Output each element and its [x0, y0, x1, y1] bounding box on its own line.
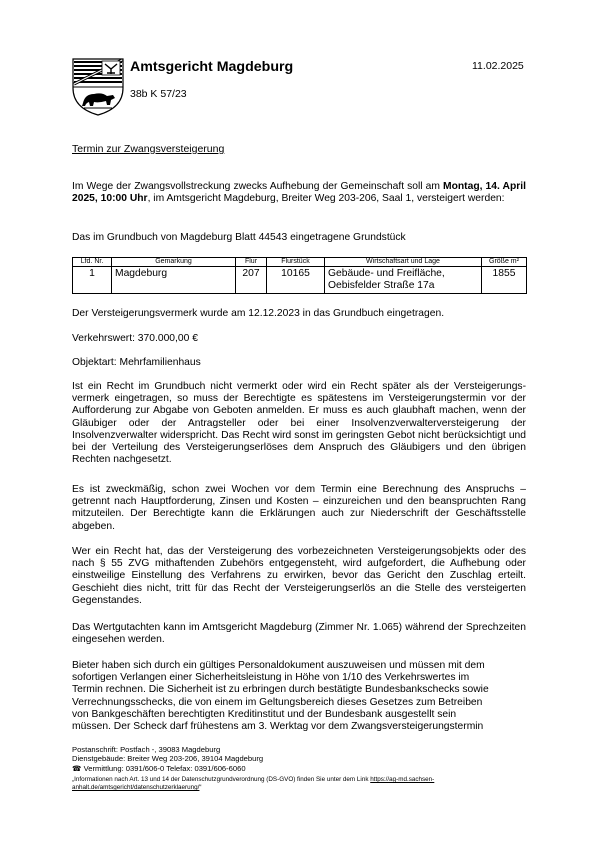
property-table — [72, 257, 527, 294]
col-lage: Wirtschaftsart und Lage — [325, 258, 482, 267]
objektart-line: Objektart: Mehrfamilienhaus — [72, 357, 201, 368]
telephone-icon: ☎ — [72, 763, 82, 773]
privacy-note: „Informationen nach Art. 13 und 14 der Datenschutzgrundverordnung (DS-GVO) finden Sie unter dem Link https://ag-md.sachsen- anhalt.de/amtsgericht/datenschutzerklaerung/“ — [72, 776, 435, 791]
cell-groesse: 1855 — [482, 267, 527, 294]
vermerk-line: Der Versteigerungsvermerk wurde am 12.12.2023 in das Grundbuch eingetragen. — [72, 308, 445, 319]
dienstgebaeude: Dienstgebäude: Breiter Weg 203-206, 39104 Magdeburg — [72, 754, 264, 764]
postanschrift: Postanschrift: Postfach -, 39083 Magdeburg — [72, 745, 221, 754]
cell-flur: 207 — [236, 267, 267, 294]
cell-lfd-nr: 1 — [73, 267, 112, 294]
page-title: Termin zur Zwangsversteigerung — [72, 143, 225, 155]
col-flur: Flur — [236, 258, 267, 267]
coat-of-arms-icon — [72, 58, 124, 116]
document-date: 11.02.2025 — [472, 60, 524, 72]
col-lfd-nr: Lfd. Nr. — [73, 258, 112, 267]
privacy-link[interactable]: https://ag-md.sachsen- — [370, 776, 435, 783]
paragraph-bieter: Bieter haben sich durch ein gültiges Personaldokument auszuweisen und müssen mit dem sofortigen Verlangen einer Sicherheitsleistung in Höhe von 1/10 des Verkehrswertes im Termin rechnen. Die Sicherheit ist zu erbringen durch bestätigte Bundesbankschecks sowie Verrechnungsschecks, die von einem im Geltungsbereich dieses Gesetzes zum Betreiben von Bankgeschäften berechtigten Kreditinstitut und der Bundesbank ausgestellt sein müssen. Der Scheck darf frühestens am 3. Werktag vor dem Zwangsversteigerungstermin — [72, 660, 489, 733]
cell-lage: Gebäude- und Freifläche, Oebisfelder Straße 17a — [325, 267, 482, 294]
paragraph-recht-anmelden: Ist ein Recht im Grundbuch nicht vermerkt oder wird ein Recht später als der Versteigerungs-vermerk eingetragen, so muss der Berechtigte es spätestens im Versteigerungstermin vor der Aufforderung zur Abgabe von Geboten anmelden. Er muss es auch glaubhaft machen, wenn der Gläubiger oder der Antragsteller oder bei einer Insolvenzverwalterversteigerung der Insolvenzverwalter widerspricht. Das Recht wird sonst im geringsten Gebot nicht berücksichtigt und bei der Verteilung des Versteigerungserlöses dem Anspruch des Gläubigers und den übrigen Rechten nachgesetzt. — [72, 381, 526, 466]
cell-flurstueck: 10165 — [267, 267, 325, 294]
court-name: Amtsgericht Magdeburg — [130, 59, 294, 75]
intro-paragraph: Im Wege der Zwangsvollstreckung zwecks Aufhebung der Gemeinschaft soll am Montag, 14. April 2025, 10:00 Uhr, im Amtsgericht Magdeburg, Breiter Weg 203-206, Saal 1, versteigert werden: — [72, 181, 526, 205]
privacy-link-continued[interactable]: anhalt.de/amtsgericht/datenschutzerklaerung/ — [72, 784, 200, 791]
auction-date: Montag, 14. April 2025, 10:00 Uhr — [72, 181, 526, 205]
cell-gemarkung: Magdeburg — [112, 267, 236, 294]
paragraph-berechnung: Es ist zweckmäßig, schon zwei Wochen vor dem Termin eine Berechnung des Anspruchs – getrennt nach Hauptforderung, Zinsen und Kosten – einzureichen und den beanspruchten Rang mitzuteilen. Der Berechtigte kann die Erklärungen auch zur Niederschrift der Geschäftsstelle abgeben. — [72, 484, 526, 532]
case-number: 38b K 57/23 — [130, 88, 187, 100]
col-flurstueck: Flurstück — [267, 258, 325, 267]
col-gemarkung: Gemarkung — [112, 258, 236, 267]
verkehrswert-line: Verkehrswert: 370.000,00 € — [72, 333, 198, 344]
vermittlung: ☎ Vermittlung: 0391/606-0 Telefax: 0391/606-6060 — [72, 763, 246, 773]
footer-address — [72, 745, 263, 773]
paragraph-widerspruch: Wer ein Recht hat, das der Versteigerung des vorbezeichneten Versteigerungsobjekts oder des nach § 55 ZVG mithaftenden Zubehörs entgegensteht, wird aufgefordert, die Aufhebung oder einstweilige Einstellung des Verfahrens zu erwirken, bevor das Gericht den Zuschlag erteilt. Geschieht dies nicht, tritt für das Recht der Versteigerungserlös an die Stelle des versteigerten Gegenstandes. — [72, 546, 526, 606]
paragraph-wertgutachten: Das Wertgutachten kann im Amtsgericht Magdeburg (Zimmer Nr. 1.065) während der Sprechzeiten eingesehen werden. — [72, 622, 526, 646]
grundbuch-line: Das im Grundbuch von Magdeburg Blatt 44543 eingetragene Grundstück — [72, 232, 406, 243]
table-header-row — [73, 258, 527, 267]
table-row — [73, 267, 527, 294]
col-groesse: Größe m² — [482, 258, 527, 267]
